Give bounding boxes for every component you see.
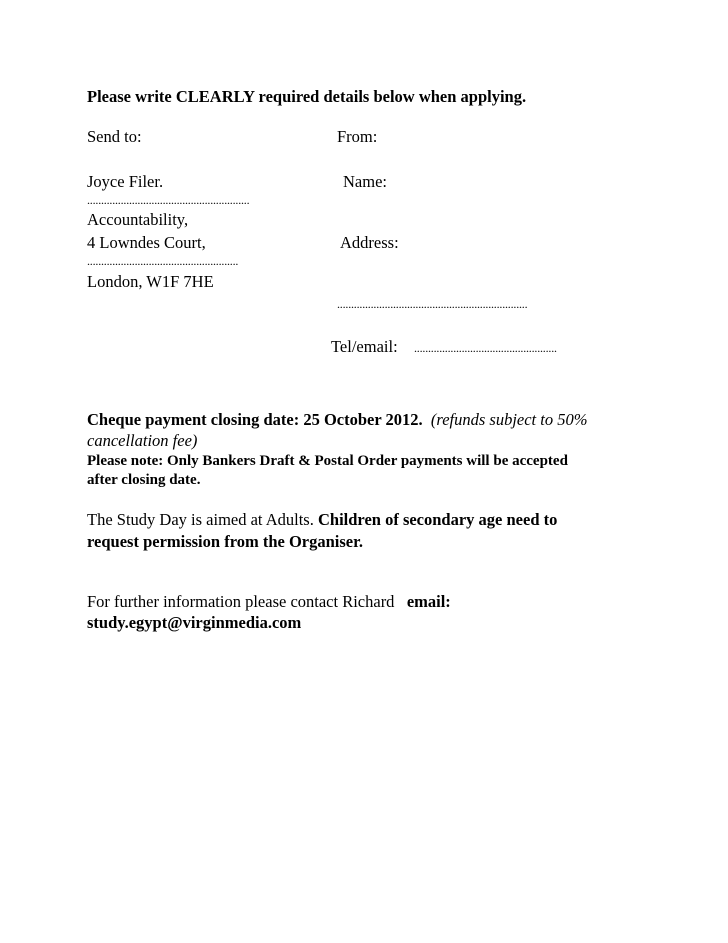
closing-date-text: Cheque payment closing date: 25 October 2012. [87, 410, 423, 429]
tel-email-dotted-line: ................................................... [414, 341, 557, 355]
name-dotted-line: .......................................................... [87, 193, 250, 207]
closing-date-line [87, 410, 587, 430]
from-label: From: [337, 127, 378, 146]
address-line-3: London, W1F 7HE [87, 272, 214, 291]
address-line-2: 4 Lowndes Court, [87, 233, 206, 252]
payment-note-line-1: Please note: Only Bankers Draft & Postal Order payments will be accepted [87, 453, 568, 469]
children-notice-part-1: Children of secondary age need to [317, 510, 558, 529]
contact-text: For further information please contact Richard [87, 592, 395, 611]
children-notice-part-2: request permission from the Organiser. [87, 532, 364, 551]
instructions-heading: Please write CLEARLY required details below when applying. [87, 87, 527, 106]
study-day-line-1 [87, 510, 557, 530]
address-dotted-line: ...................................................... [87, 254, 239, 268]
refunds-note-part-2: cancellation fee) [87, 431, 198, 450]
payment-note-line-2: after closing date. [87, 472, 201, 488]
address-field-label: Address: [340, 233, 399, 252]
address-dotted-line-2: .................................................................... [337, 297, 528, 311]
study-day-audience: The Study Day is aimed at Adults. [87, 510, 314, 529]
contact-line [87, 592, 451, 612]
send-to-label: Send to: [87, 127, 142, 146]
refunds-note-part-1: (refunds subject to 50% [430, 410, 588, 429]
contact-email: study.egypt@virginmedia.com [87, 613, 302, 632]
recipient-name: Joyce Filer. [87, 172, 164, 191]
tel-email-label: Tel/email: [331, 337, 398, 356]
address-line-1: Accountability, [87, 210, 189, 229]
email-label: email: [406, 592, 451, 611]
name-field-label: Name: [343, 172, 387, 191]
